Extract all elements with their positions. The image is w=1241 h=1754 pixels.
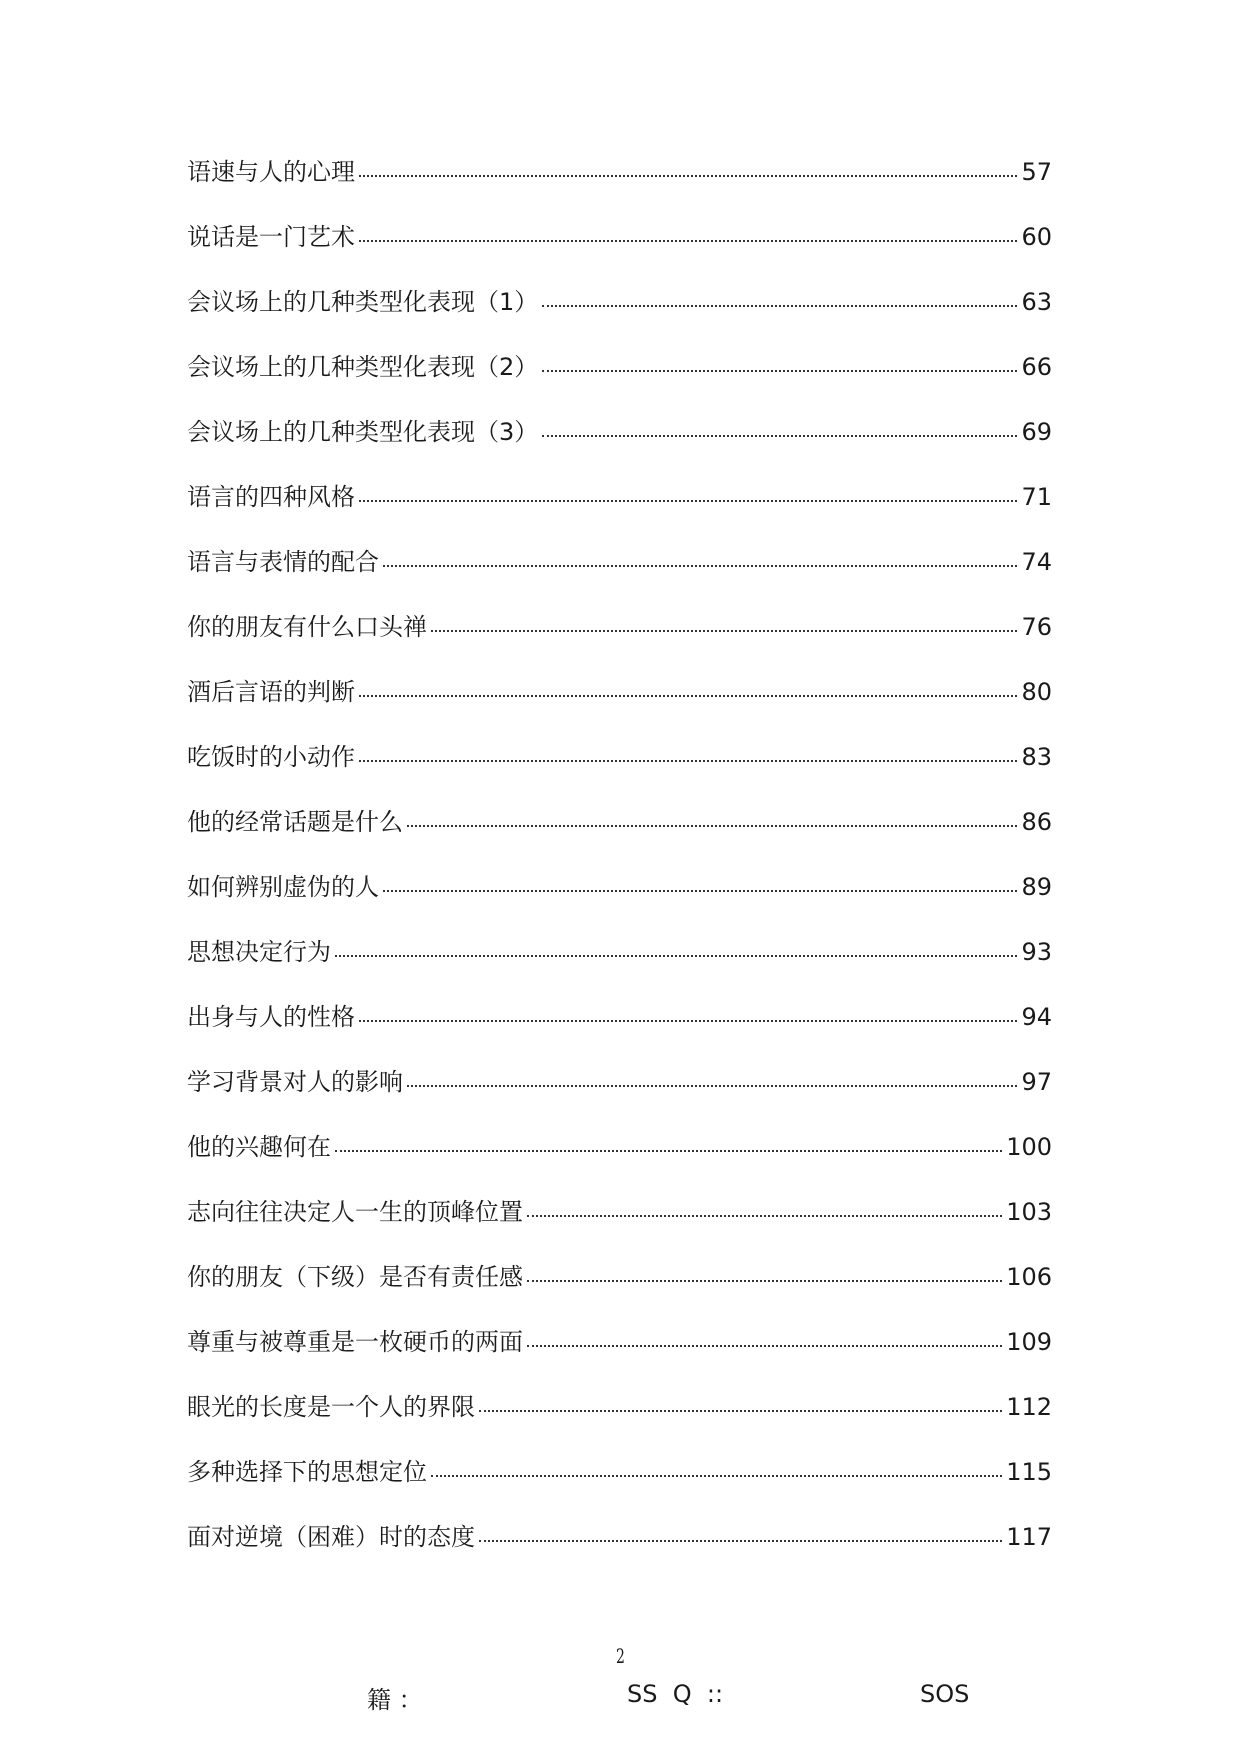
toc-entry-title: 说话是一门艺术 xyxy=(187,223,355,251)
toc-entry-page-number: 86 xyxy=(1021,808,1052,836)
toc-entry[interactable] xyxy=(187,1525,1052,1590)
toc-entry[interactable] xyxy=(187,355,1052,420)
toc-dot-leader xyxy=(359,500,1017,502)
toc-dot-leader xyxy=(359,1020,1017,1022)
toc-entry-title: 语言与表情的配合 xyxy=(187,548,379,576)
toc-entry[interactable] xyxy=(187,1265,1052,1330)
toc-entry-page-number: 76 xyxy=(1021,613,1052,641)
toc-entry-title: 会议场上的几种类型化表现（1） xyxy=(187,288,539,316)
toc-entry-page-number: 109 xyxy=(1006,1328,1052,1356)
toc-entry[interactable] xyxy=(187,1460,1052,1525)
toc-entry-title: 尊重与被尊重是一枚硬币的两面 xyxy=(187,1328,523,1356)
footer-right-text: SOS xyxy=(920,1680,970,1708)
toc-dot-leader xyxy=(527,1215,1002,1217)
toc-dot-leader xyxy=(479,1410,1002,1412)
toc-dot-leader xyxy=(542,305,1017,307)
toc-dot-leader xyxy=(359,240,1017,242)
toc-entry-title: 你的朋友有什么口头禅 xyxy=(187,613,427,641)
toc-entry-title: 思想决定行为 xyxy=(187,938,331,966)
toc-dot-leader xyxy=(431,1475,1002,1477)
toc-entry-page-number: 66 xyxy=(1021,353,1052,381)
toc-dot-leader xyxy=(359,760,1017,762)
toc-entry-page-number: 106 xyxy=(1006,1263,1052,1291)
toc-dot-leader xyxy=(335,955,1017,957)
toc-entry-page-number: 97 xyxy=(1021,1068,1052,1096)
toc-entry-page-number: 93 xyxy=(1021,938,1052,966)
table-of-contents xyxy=(187,160,1052,1590)
toc-entry-title: 他的经常话题是什么 xyxy=(187,808,403,836)
toc-entry-title: 语言的四种风格 xyxy=(187,483,355,511)
toc-entry-page-number: 117 xyxy=(1006,1523,1052,1551)
toc-entry-page-number: 71 xyxy=(1021,483,1052,511)
toc-dot-leader xyxy=(527,1280,1002,1282)
toc-entry[interactable] xyxy=(187,420,1052,485)
toc-entry[interactable] xyxy=(187,485,1052,550)
toc-entry-page-number: 57 xyxy=(1021,158,1052,186)
toc-entry-page-number: 69 xyxy=(1021,418,1052,446)
toc-entry[interactable] xyxy=(187,160,1052,225)
toc-entry-title: 多种选择下的思想定位 xyxy=(187,1458,427,1486)
toc-dot-leader xyxy=(383,565,1017,567)
toc-entry[interactable] xyxy=(187,290,1052,355)
toc-entry[interactable] xyxy=(187,225,1052,290)
toc-dot-leader xyxy=(542,370,1017,372)
toc-entry[interactable] xyxy=(187,810,1052,875)
footer-left-text: 籍 ： xyxy=(367,1686,423,1714)
toc-entry[interactable] xyxy=(187,680,1052,745)
toc-entry[interactable] xyxy=(187,1395,1052,1460)
toc-entry-title: 酒后言语的判断 xyxy=(187,678,355,706)
toc-entry-page-number: 80 xyxy=(1021,678,1052,706)
toc-entry-page-number: 100 xyxy=(1006,1133,1052,1161)
toc-entry-title: 眼光的长度是一个人的界限 xyxy=(187,1393,475,1421)
toc-dot-leader xyxy=(431,630,1017,632)
toc-entry-title: 会议场上的几种类型化表现（3） xyxy=(187,418,539,446)
toc-dot-leader xyxy=(479,1540,1002,1542)
toc-entry-page-number: 115 xyxy=(1006,1458,1052,1486)
toc-entry-page-number: 94 xyxy=(1021,1003,1052,1031)
toc-entry-title: 面对逆境（困难）时的态度 xyxy=(187,1523,475,1551)
toc-entry-title: 学习背景对人的影响 xyxy=(187,1068,403,1096)
toc-dot-leader xyxy=(335,1150,1002,1152)
toc-entry-page-number: 63 xyxy=(1021,288,1052,316)
toc-entry[interactable] xyxy=(187,745,1052,810)
page-number: 2 xyxy=(616,1644,625,1668)
toc-dot-leader xyxy=(359,175,1017,177)
toc-entry-page-number: 103 xyxy=(1006,1198,1052,1226)
toc-entry-page-number: 112 xyxy=(1006,1393,1052,1421)
toc-entry-title: 志向往往决定人一生的顶峰位置 xyxy=(187,1198,523,1226)
toc-entry[interactable] xyxy=(187,615,1052,680)
toc-entry[interactable] xyxy=(187,1200,1052,1265)
toc-entry[interactable] xyxy=(187,1070,1052,1135)
footer-middle-text: SS Q :: xyxy=(627,1680,724,1708)
toc-entry-title: 他的兴趣何在 xyxy=(187,1133,331,1161)
toc-entry-page-number: 83 xyxy=(1021,743,1052,771)
toc-entry[interactable] xyxy=(187,550,1052,615)
toc-entry-title: 会议场上的几种类型化表现（2） xyxy=(187,353,539,381)
toc-dot-leader xyxy=(383,890,1017,892)
toc-entry[interactable] xyxy=(187,875,1052,940)
toc-entry-page-number: 89 xyxy=(1021,873,1052,901)
toc-dot-leader xyxy=(359,695,1017,697)
toc-entry-title: 语速与人的心理 xyxy=(187,158,355,186)
toc-entry-title: 你的朋友（下级）是否有责任感 xyxy=(187,1263,523,1291)
toc-entry[interactable] xyxy=(187,1135,1052,1200)
toc-entry[interactable] xyxy=(187,940,1052,1005)
toc-dot-leader xyxy=(542,435,1017,437)
toc-entry-title: 出身与人的性格 xyxy=(187,1003,355,1031)
toc-dot-leader xyxy=(527,1345,1002,1347)
toc-entry[interactable] xyxy=(187,1005,1052,1070)
toc-dot-leader xyxy=(407,1085,1017,1087)
toc-entry-title: 如何辨别虚伪的人 xyxy=(187,873,379,901)
toc-entry-title: 吃饭时的小动作 xyxy=(187,743,355,771)
toc-entry[interactable] xyxy=(187,1330,1052,1395)
toc-entry-page-number: 60 xyxy=(1021,223,1052,251)
toc-entry-page-number: 74 xyxy=(1021,548,1052,576)
toc-dot-leader xyxy=(407,825,1017,827)
